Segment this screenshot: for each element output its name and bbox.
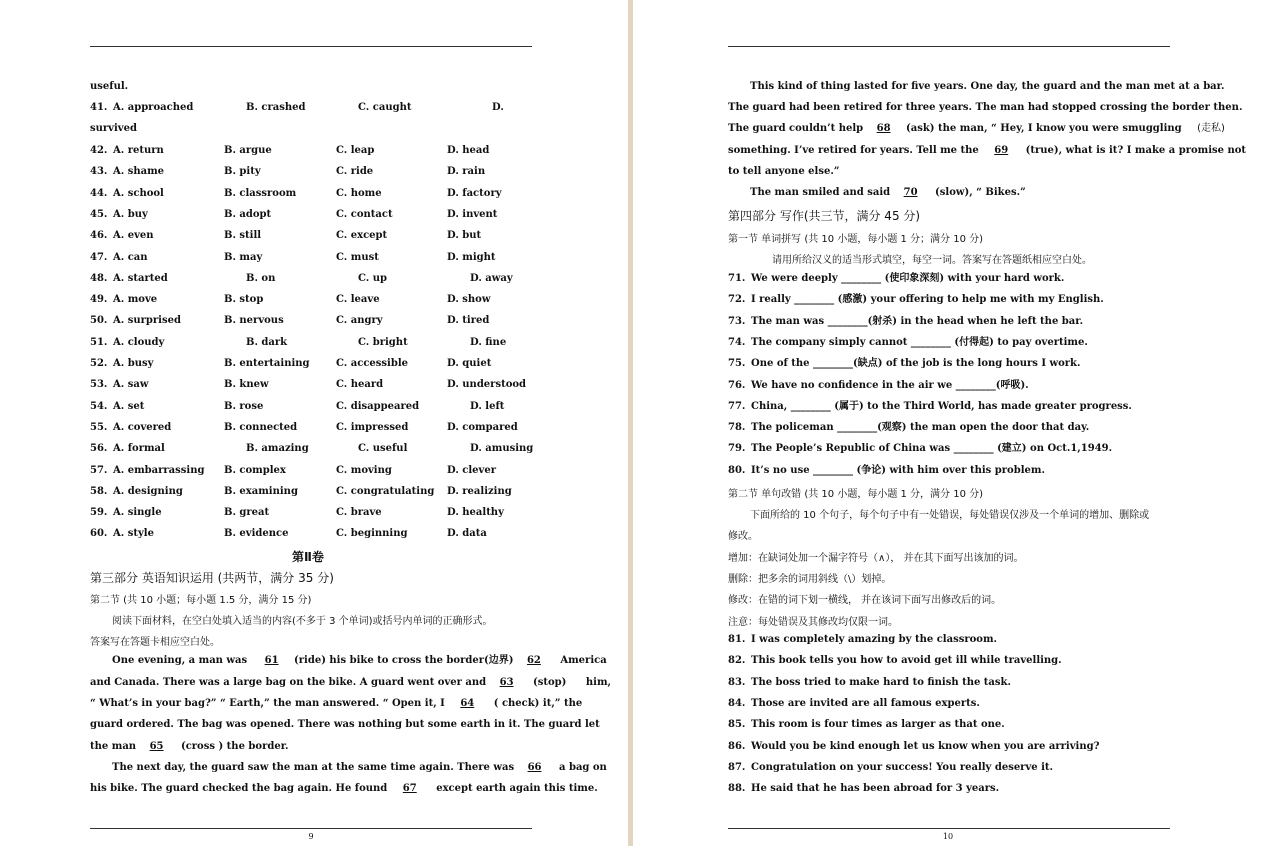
item-text: Would you be kind enough let us know when you are arriving? <box>751 740 1100 752</box>
option-a: A. buy <box>113 208 148 220</box>
question-number: 54. <box>90 400 108 412</box>
item-text: One of the ________(缺点) of the job is the long hours I work. <box>751 358 1081 370</box>
blank-63: 63 <box>499 677 514 688</box>
option-a: A. single <box>113 507 162 519</box>
instructions-line2: 答案写在答题卡相应空白处。 <box>90 637 220 648</box>
option-c: C. angry <box>336 315 383 327</box>
option-b: B. pity <box>224 166 261 178</box>
option-d: D. head <box>447 145 490 156</box>
question-number: 60. <box>90 528 108 540</box>
item-text: China, ________ (属于) to the Third World, has made greater progress. <box>751 400 1132 412</box>
header-rule <box>728 46 1170 47</box>
text: something. I’ve retired for years. Tell me the <box>728 145 979 156</box>
option-d: D. might <box>447 251 496 263</box>
text: him, <box>585 677 612 688</box>
question-number: 59. <box>90 507 108 519</box>
option-a: A. busy <box>113 358 154 369</box>
text: the man <box>90 741 137 752</box>
page-9 <box>0 0 628 846</box>
question-number: 53. <box>90 379 108 391</box>
passage-line-9: The guard had been retired for three years. The man had stopped crossing the border then. <box>728 102 1243 113</box>
option-d: D. healthy <box>447 507 504 519</box>
option-d: D. factory <box>447 187 502 199</box>
item-text: Those are invited are all famous experts. <box>751 697 980 709</box>
footer-rule <box>728 828 1170 829</box>
volume-title: 第Ⅱ卷 <box>292 550 324 564</box>
question-number: 55. <box>90 421 108 433</box>
option-a: A. even <box>113 230 154 242</box>
option-d: D. understood <box>447 379 527 391</box>
option-c: C. contact <box>336 208 393 220</box>
option-c: C. up <box>358 272 388 284</box>
text: (ask) the man, “ Hey, I know you were smuggling <box>906 123 1182 134</box>
option-a: A. can <box>113 251 148 263</box>
passage-line-2 <box>90 677 611 689</box>
option-c: C. moving <box>336 464 392 476</box>
passage-line-5 <box>90 741 289 753</box>
header-rule <box>90 46 532 47</box>
item-number: 88. <box>728 783 746 795</box>
passage-line-6 <box>112 762 607 774</box>
item-text: I really ________ (感激) your offering to help me with my English. <box>751 294 1104 306</box>
item-number: 87. <box>728 761 746 773</box>
option-c: C. impressed <box>336 421 409 433</box>
option-c: C. must <box>336 251 379 263</box>
option-b: B. still <box>224 230 262 242</box>
option-d: D. but <box>447 230 482 242</box>
option-c: C. beginning <box>336 528 408 540</box>
option-d: D. show <box>447 294 491 306</box>
option-d: D. rain <box>447 166 486 178</box>
option-b: B. crashed <box>246 102 306 113</box>
page-number: 9 <box>308 832 314 841</box>
question-number: 41. <box>90 102 108 113</box>
text: One evening, a man was <box>112 655 248 666</box>
option-a: A. surprised <box>113 315 181 327</box>
part3-title: 第三部分 英语知识运用 (共两节，满分 35 分) <box>90 571 334 585</box>
question-number: 46. <box>90 230 108 242</box>
option-b: B. dark <box>246 336 288 348</box>
item-number: 78. <box>728 422 746 434</box>
blank-62: 62 <box>526 655 541 666</box>
text: The guard couldn’t help <box>728 123 864 134</box>
option-c: C. brave <box>336 507 382 519</box>
option-c: C. leave <box>336 294 380 306</box>
question-number: 42. <box>90 145 108 156</box>
question-number: 56. <box>90 443 108 455</box>
passage-line-10 <box>728 123 1225 135</box>
blank-68: 68 <box>876 123 891 134</box>
option-c: C. disappeared <box>336 400 420 412</box>
text: a bag on <box>558 762 607 773</box>
question-number: 51. <box>90 336 108 348</box>
section2-instructions-line1: 下面所给的 10 个句子，每个句子中有一处错误，每处错误仅涉及一个单词的增加、删除或 <box>750 510 1150 521</box>
item-text: He said that he has been abroad for 3 years. <box>751 783 1000 795</box>
option-b: B. may <box>224 251 263 263</box>
footer-rule <box>90 828 532 829</box>
text: The man smiled and said <box>750 187 891 198</box>
item-text: The People’s Republic of China was ________ (建立) on Oct.1,1949. <box>751 443 1113 455</box>
section1-instructions: 请用所给汉义的适当形式填空，每空一词。答案写在答题纸相应空白处。 <box>772 255 1092 266</box>
item-text: We have no confidence in the air we ________(呼吸). <box>751 379 1029 391</box>
text: “ What’s in your bag?” “ Earth,” the man answered. “ Open it, I <box>90 698 445 709</box>
option-b: B. entertaining <box>224 358 310 369</box>
rule-delete: 删除：把多余的词用斜线（\）划掉。 <box>728 574 892 585</box>
option-b: B. amazing <box>246 443 309 455</box>
item-number: 83. <box>728 676 746 688</box>
text: (ride) his bike to cross the border(边界) <box>294 655 514 666</box>
passage-line-11 <box>728 145 1246 157</box>
item-number: 86. <box>728 740 746 752</box>
item-number: 76. <box>728 379 746 391</box>
question-number: 43. <box>90 166 108 178</box>
passage-line-4: guard ordered. The bag was opened. There was nothing but some earth in it. The guard let <box>90 719 600 730</box>
option-c: C. home <box>336 187 382 199</box>
passage-line-8: This kind of thing lasted for five years. One day, the guard and the man met at a bar. <box>750 81 1225 92</box>
option-d: D. quiet <box>447 358 492 369</box>
blank-64: 64 <box>460 698 475 709</box>
item-text: This room is four times as larger as that one. <box>751 719 1005 731</box>
item-text: We were deeply ________ (使印象深刻) with your hard work. <box>751 273 1065 284</box>
continued-text: useful. <box>90 81 129 92</box>
blank-66: 66 <box>527 762 542 773</box>
passage-line-13 <box>750 187 1026 199</box>
option-b: B. rose <box>224 400 264 412</box>
item-text: Congratulation on your success! You really deserve it. <box>751 761 1054 773</box>
item-number: 79. <box>728 443 746 455</box>
item-number: 81. <box>728 634 746 645</box>
item-number: 80. <box>728 464 746 476</box>
option-d: D. fine <box>470 336 507 348</box>
option-a: A. covered <box>113 421 172 433</box>
option-d: D. left <box>470 400 505 412</box>
option-b: B. on <box>246 272 276 284</box>
option-c: C. congratulating <box>336 485 435 497</box>
question-number: 57. <box>90 464 108 476</box>
option-d: D. amusing <box>470 443 534 455</box>
item-number: 71. <box>728 273 746 284</box>
item-text: The company simply cannot ________ (付得起) to pay overtime. <box>751 336 1088 348</box>
blank-67: 67 <box>402 783 417 794</box>
option-b: B. connected <box>224 421 298 433</box>
option-b: B. knew <box>224 379 269 391</box>
option-a: A. started <box>113 272 168 284</box>
option-d: D. away <box>470 272 513 284</box>
option-a: A. formal <box>113 443 165 455</box>
passage-line-12: to tell anyone else.” <box>728 166 840 177</box>
option-d: D. realizing <box>447 485 512 497</box>
option-b: B. great <box>224 507 270 519</box>
part3-section2-title: 第二节 (共 10 小题；每小题 1.5 分，满分 15 分) <box>90 595 312 606</box>
question-number: 49. <box>90 294 108 306</box>
option-d: D. tired <box>447 315 490 327</box>
option-c: C. heard <box>336 379 384 391</box>
blank-69: 69 <box>994 145 1009 156</box>
option-a: A. approached <box>113 102 194 113</box>
option-a: A. embarrassing <box>113 464 205 476</box>
text: (slow), “ Bikes.” <box>935 187 1026 198</box>
text: ( check) it,” the <box>493 698 583 709</box>
item-number: 85. <box>728 719 746 731</box>
option-b: B. classroom <box>224 187 297 199</box>
item-text: The policeman ________(观察) the man open the door that day. <box>751 422 1090 434</box>
option-b: B. complex <box>224 464 286 476</box>
option-c: C. leap <box>336 145 375 156</box>
passage-line-7 <box>90 783 598 795</box>
option-d: D. invent <box>447 208 498 220</box>
text: (true), what is it? I make a promise not <box>1025 145 1247 156</box>
option-d: D. compared <box>447 421 518 433</box>
question-number: 58. <box>90 485 108 497</box>
rule-modify: 修改：在错的词下划一横线， 并在该词下面写出修改后的词。 <box>728 595 1002 606</box>
rule-note: 注意：每处错误及其修改均仅限一词。 <box>728 617 898 628</box>
item-text: I was completely amazing by the classroom. <box>751 634 998 645</box>
item-text: The boss tried to make hard to finish the task. <box>751 676 1011 688</box>
option-b: B. evidence <box>224 528 289 540</box>
blank-61: 61 <box>264 655 279 666</box>
option-a: A. designing <box>113 485 183 497</box>
question-number: 47. <box>90 251 108 263</box>
blank-70: 70 <box>903 187 918 198</box>
section1-title: 第一节 单词拼写 (共 10 小题，每小题 1 分；满分 10 分) <box>728 234 984 245</box>
option-d: D. data <box>447 528 487 540</box>
item-text: It’s no use ________ (争论) with him over this problem. <box>751 464 1045 476</box>
item-number: 72. <box>728 294 746 306</box>
option-a: A. move <box>113 294 158 306</box>
text: his bike. The guard checked the bag again. He found <box>90 783 388 794</box>
option-c: C. caught <box>358 102 412 113</box>
option-b: B. examining <box>224 485 298 497</box>
item-text: This book tells you how to avoid get ill while travelling. <box>751 655 1062 667</box>
option-a: A. school <box>113 187 164 199</box>
item-number: 77. <box>728 400 746 412</box>
item-text: The man was ________(射杀) in the head when he left the bar. <box>751 315 1084 327</box>
text: (cross ) the border. <box>180 741 289 752</box>
page-number: 10 <box>942 832 954 841</box>
text: (走私) <box>1197 123 1225 134</box>
section2-instructions-line2: 修改。 <box>728 531 758 542</box>
option-c: C. except <box>336 230 388 242</box>
question-number: 50. <box>90 315 108 327</box>
question-number: 45. <box>90 208 108 220</box>
passage-line-3 <box>90 698 582 710</box>
item-number: 74. <box>728 336 746 348</box>
item-number: 82. <box>728 655 746 667</box>
text: (stop) <box>533 677 567 688</box>
text: and Canada. There was a large bag on the bike. A guard went over and <box>90 677 487 688</box>
blank-65: 65 <box>149 741 164 752</box>
option-c: C. bright <box>358 336 408 348</box>
option-d-wrap: survived <box>90 123 137 134</box>
page-10 <box>633 0 1263 846</box>
option-d: D. <box>492 102 504 113</box>
text: The next day, the guard saw the man at the same time again. There was <box>112 762 515 773</box>
option-c: C. useful <box>358 443 408 455</box>
option-a: A. return <box>113 145 164 156</box>
option-c: C. accessible <box>336 358 408 369</box>
question-number: 52. <box>90 358 108 369</box>
item-number: 73. <box>728 315 746 327</box>
part4-title: 第四部分 写作(共三节，满分 45 分) <box>728 209 921 223</box>
text: except earth again this time. <box>436 783 598 794</box>
question-number: 44. <box>90 187 108 199</box>
text: America <box>560 655 607 666</box>
option-b: B. argue <box>224 145 272 156</box>
option-a: A. saw <box>113 379 149 391</box>
option-a: A. cloudy <box>113 336 165 348</box>
option-b: B. adopt <box>224 208 272 220</box>
option-a: A. set <box>113 400 145 412</box>
option-b: B. stop <box>224 294 264 306</box>
item-number: 84. <box>728 697 746 709</box>
passage-line-1 <box>112 655 607 667</box>
rule-add: 增加：在缺词处加一个漏字符号（∧）， 并在其下面写出该加的词。 <box>728 553 1024 564</box>
option-d: D. clever <box>447 464 496 476</box>
item-number: 75. <box>728 358 746 370</box>
question-number: 48. <box>90 272 108 284</box>
option-c: C. ride <box>336 166 374 178</box>
option-b: B. nervous <box>224 315 284 327</box>
instructions-line1: 阅读下面材料，在空白处填入适当的内容(不多于 3 个单词)或括号内单词的正确形式。 <box>112 616 493 627</box>
section2-title: 第二节 单句改错 (共 10 小题，每小题 1 分，满分 10 分) <box>728 489 984 500</box>
option-a: A. style <box>113 528 154 540</box>
option-a: A. shame <box>113 166 165 178</box>
